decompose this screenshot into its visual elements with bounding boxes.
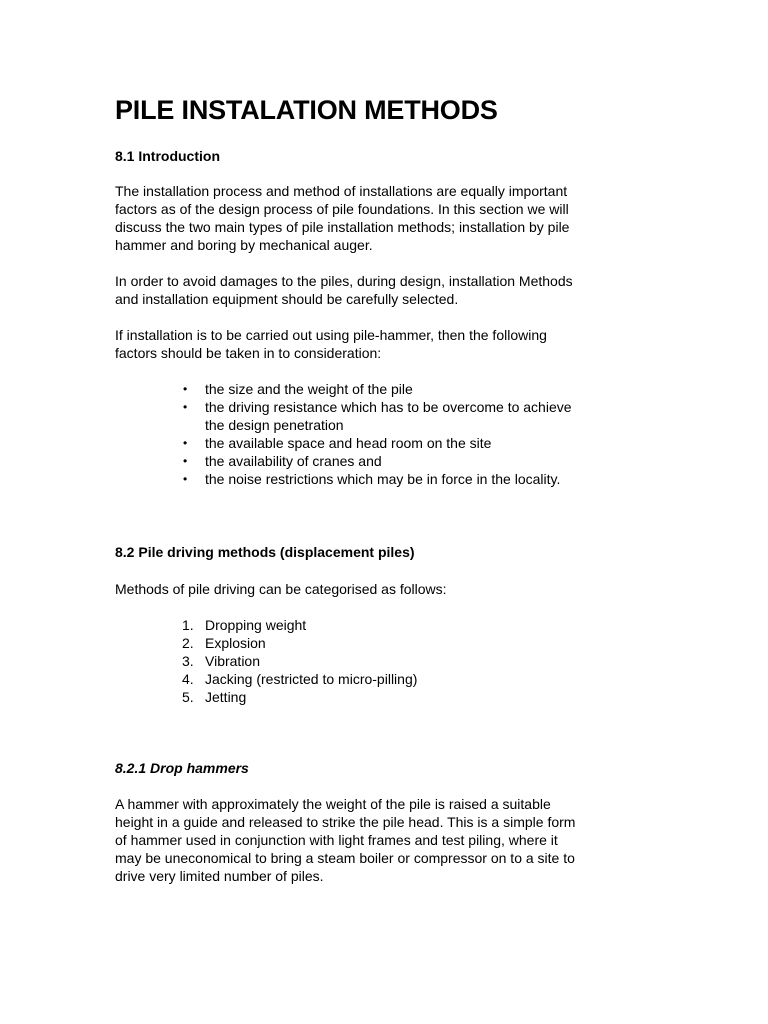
list-item-text: Vibration — [205, 653, 261, 669]
list-item-text: Dropping weight — [205, 617, 307, 633]
list-item — [0, 652, 417, 670]
section-heading-drop-hammers: 8.2.1 Drop hammers — [115, 760, 249, 776]
list-number: 1. — [182, 617, 194, 633]
methods-numbered-list — [0, 616, 417, 706]
page-title: PILE INSTALATION METHODS — [115, 95, 498, 125]
list-item — [0, 634, 417, 652]
text-line: If installation is to be carried out using pile-hammer, then the following — [115, 327, 547, 343]
list-item — [0, 616, 417, 634]
intro-paragraph-3 — [115, 326, 547, 362]
list-item — [0, 434, 572, 452]
text-line: A hammer with approximately the weight of the pile is raised a suitable — [115, 796, 551, 812]
list-item — [0, 470, 572, 488]
text-line: of hammer used in conjunction with light frames and test piling, where it — [115, 832, 558, 848]
intro-paragraph-1 — [115, 182, 569, 254]
bullet-icon: • — [183, 436, 188, 450]
list-item — [0, 398, 572, 434]
list-item-text: Explosion — [205, 635, 266, 651]
list-item — [0, 670, 417, 688]
text-line: In order to avoid damages to the piles, during design, installation Methods — [115, 273, 573, 289]
text-line: drive very limited number of piles. — [115, 868, 324, 884]
list-item — [0, 688, 417, 706]
list-item-text: the size and the weight of the pile — [205, 381, 413, 397]
text-line: discuss the two main types of pile installation methods; installation by pile — [115, 219, 570, 235]
drop-hammers-paragraph — [115, 795, 575, 885]
bullet-icon: • — [183, 454, 188, 468]
text-line: The installation process and method of installations are equally important — [115, 183, 568, 199]
list-item-text: the available space and head room on the site — [205, 435, 492, 451]
list-item-text: the availability of cranes and — [205, 453, 382, 469]
list-item-text: Jacking (restricted to micro-pilling) — [205, 671, 418, 687]
bullet-icon: • — [183, 382, 188, 396]
text-line: height in a guide and released to strike the pile head. This is a simple form — [115, 814, 576, 830]
list-number: 3. — [182, 653, 194, 669]
list-item-text: the driving resistance which has to be overcome to achieve — [205, 399, 572, 415]
text-line: hammer and boring by mechanical auger. — [115, 237, 373, 253]
bullet-icon: • — [183, 400, 188, 414]
text-line: and installation equipment should be carefully selected. — [115, 291, 459, 307]
list-number: 5. — [182, 689, 194, 705]
list-item-text: Jetting — [205, 689, 247, 705]
factors-bullet-list — [0, 380, 572, 488]
list-item-text-continued: the design penetration — [205, 417, 344, 433]
list-item-text: the noise restrictions which may be in force in the locality. — [205, 471, 561, 487]
list-number: 2. — [182, 635, 194, 651]
intro-paragraph-2 — [115, 272, 573, 308]
text-line: factors as of the design process of pile foundations. In this section we will — [115, 201, 569, 217]
text-line: factors should be taken in to consideration: — [115, 345, 382, 361]
list-item — [0, 452, 572, 470]
text-line: may be uneconomical to bring a steam boiler or compressor on to a site to — [115, 850, 575, 866]
methods-intro: Methods of pile driving can be categorised as follows: — [115, 581, 447, 597]
list-number: 4. — [182, 671, 194, 687]
list-item — [0, 380, 572, 398]
section-heading-pile-driving-methods: 8.2 Pile driving methods (displacement piles) — [115, 544, 415, 560]
bullet-icon: • — [183, 472, 188, 486]
section-heading-introduction: 8.1 Introduction — [115, 148, 220, 164]
